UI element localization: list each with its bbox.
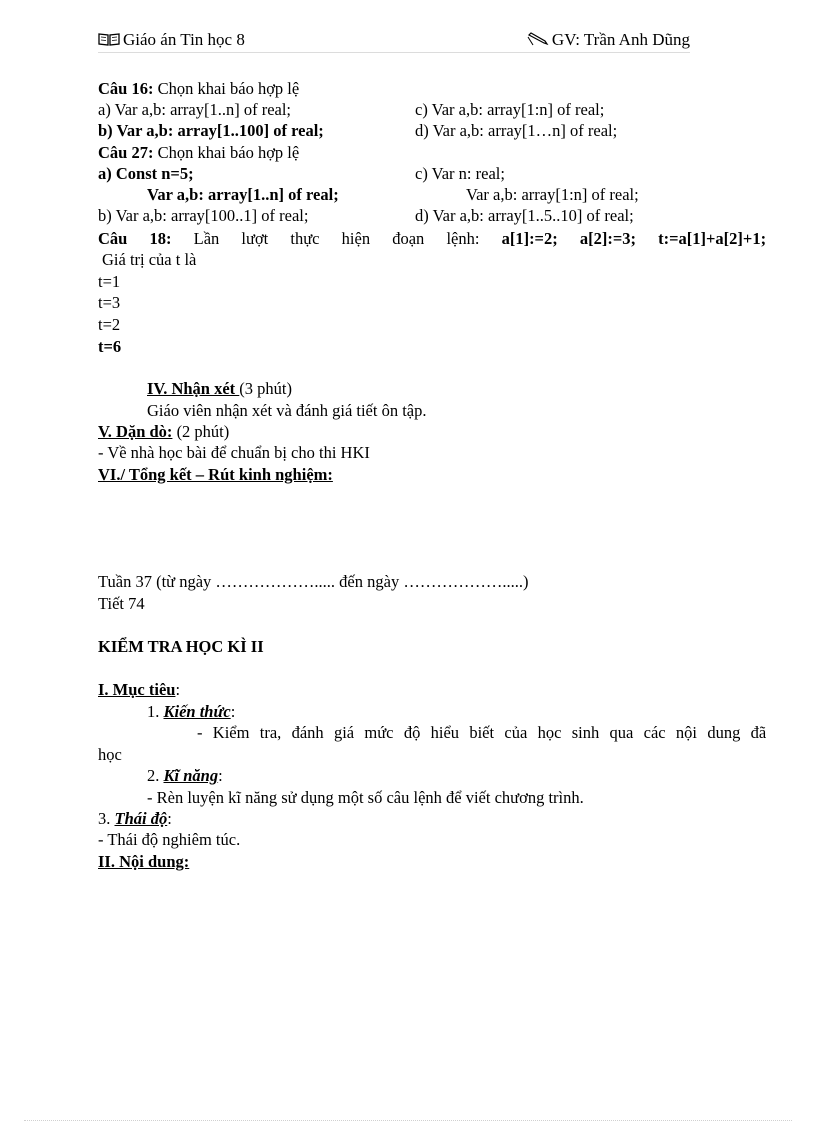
q27-option-c-line1: c) Var n: real; xyxy=(415,164,505,183)
question-27 xyxy=(98,143,299,163)
header-left xyxy=(98,30,245,50)
q18-word: Lần xyxy=(193,229,220,248)
section-4-title: IV. Nhận xét xyxy=(147,379,240,398)
objectives-title: I. Mục tiêu xyxy=(98,680,176,699)
header-right xyxy=(527,30,690,50)
question-27-text: Chọn khai báo hợp lệ xyxy=(153,143,300,162)
knowledge-title: Kiến thức xyxy=(163,702,231,721)
q27-option-a-line2: Var a,b: array[1..n] of real; xyxy=(147,185,339,204)
knowledge-word: hiểu xyxy=(430,723,460,742)
attitude-text: - Thái độ nghiêm túc. xyxy=(98,830,241,849)
question-16-text: Chọn khai báo hợp lệ xyxy=(153,79,300,98)
open-book-icon xyxy=(98,32,120,46)
q27-option-a-line1: a) Const n=5; xyxy=(98,164,194,183)
skills-colon: : xyxy=(218,766,223,785)
knowledge-word: giá xyxy=(333,723,355,742)
knowledge-word: biết xyxy=(469,723,495,742)
knowledge-word: đánh xyxy=(291,723,324,742)
page-header xyxy=(98,30,690,53)
knowledge-word: qua xyxy=(609,723,634,742)
section-5-text: - Về nhà học bài để chuẩn bị cho thi HKI xyxy=(98,443,370,462)
q18-option-1: t=1 xyxy=(98,272,121,291)
section-5-title: V. Dặn dò: xyxy=(98,422,173,441)
knowledge-colon: : xyxy=(230,702,236,721)
q18-word: lệnh: xyxy=(446,229,480,248)
skills-title: Kĩ năng xyxy=(163,766,219,785)
knowledge-text xyxy=(197,723,766,743)
section-4-time: (3 phút) xyxy=(239,379,292,398)
q18-code-3: t:=a[1]+a[2]+1; xyxy=(658,229,767,248)
q16-option-b: b) Var a,b: array[1..100] of real; xyxy=(98,121,324,140)
knowledge-word: dung xyxy=(707,723,741,742)
attitude-number: 3. xyxy=(98,809,115,828)
q18-option-4: t=6 xyxy=(98,337,122,356)
question-18-label: Câu 18: xyxy=(98,229,172,248)
objectives-colon: : xyxy=(175,680,181,699)
knowledge-word: nội xyxy=(675,723,698,742)
knowledge-word: học xyxy=(537,723,562,742)
pen-icon xyxy=(527,32,549,46)
page-bottom-border xyxy=(24,1120,792,1121)
section-5-heading xyxy=(98,422,229,442)
knowledge-word: các xyxy=(643,723,666,742)
question-16 xyxy=(98,79,299,99)
content-title: II. Nội dung: xyxy=(98,852,190,871)
skills-number: 2. xyxy=(147,766,164,785)
knowledge-word: của xyxy=(504,723,528,742)
q16-option-a: a) Var a,b: array[1..n] of real; xyxy=(98,100,292,119)
knowledge-text-cont: học xyxy=(98,745,122,764)
exam-title: KIỂM TRA HỌC KÌ II xyxy=(98,637,264,656)
knowledge-heading xyxy=(147,702,235,722)
section-5-time: (2 phút) xyxy=(172,422,230,441)
header-left-text: Giáo án Tin học 8 xyxy=(123,30,245,49)
q18-word: đoạn xyxy=(392,229,425,248)
section-6-title: VI./ Tổng kết – Rút kinh nghiệm: xyxy=(98,465,333,484)
q18-option-3: t=2 xyxy=(98,315,121,334)
knowledge-word: sinh xyxy=(571,723,600,742)
period-line: Tiết 74 xyxy=(98,594,145,613)
header-right-text: GV: Trần Anh Dũng xyxy=(551,30,690,49)
knowledge-number: 1. xyxy=(147,702,164,721)
q18-word: hiện xyxy=(341,229,371,248)
attitude-title: Thái độ xyxy=(114,809,168,828)
skills-text: - Rèn luyện kĩ năng sử dụng một số câu lệnh để viết chương trình. xyxy=(147,788,584,807)
question-18 xyxy=(98,229,766,249)
section-4-heading xyxy=(147,379,292,399)
q27-option-c-line2: Var a,b: array[1:n] of real; xyxy=(466,185,639,204)
attitude-heading xyxy=(98,809,172,829)
knowledge-word: - Kiểm xyxy=(197,723,250,742)
q18-word: lượt xyxy=(241,229,269,248)
objectives-heading xyxy=(98,680,180,700)
q27-option-b: b) Var a,b: array[100..1] of real; xyxy=(98,206,309,225)
q18-word: thực xyxy=(290,229,320,248)
section-4-text: Giáo viên nhận xét và đánh giá tiết ôn tập. xyxy=(147,401,427,420)
knowledge-word: độ xyxy=(403,723,421,742)
q16-option-d: d) Var a,b: array[1…n] of real; xyxy=(415,121,618,140)
skills-heading xyxy=(147,766,223,786)
q18-code-1: a[1]:=2; xyxy=(501,229,558,248)
week-line: Tuần 37 (từ ngày ………………..... đến ngày ……………….....) xyxy=(98,572,529,591)
question-16-label: Câu 16: xyxy=(98,79,154,98)
q18-line-2: Giá trị của t là xyxy=(102,250,197,269)
q18-option-2: t=3 xyxy=(98,293,121,312)
q16-option-c: c) Var a,b: array[1:n] of real; xyxy=(415,100,605,119)
knowledge-word: đã xyxy=(750,723,767,742)
knowledge-word: tra, xyxy=(259,723,282,742)
knowledge-word: mức xyxy=(364,723,394,742)
attitude-colon: : xyxy=(167,809,172,828)
question-27-label: Câu 27: xyxy=(98,143,154,162)
q18-code-2: a[2]:=3; xyxy=(579,229,636,248)
q27-option-d: d) Var a,b: array[1..5..10] of real; xyxy=(415,206,634,225)
